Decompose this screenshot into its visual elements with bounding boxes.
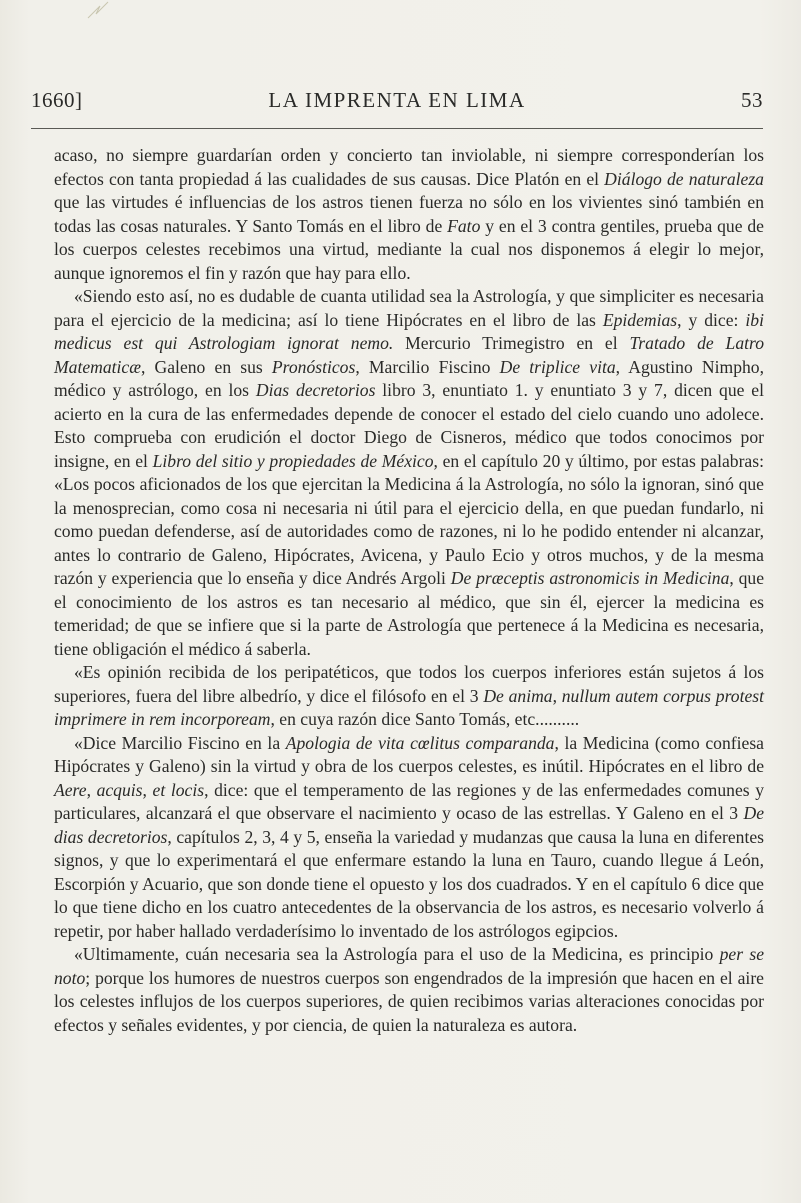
paragraph	[54, 144, 764, 285]
text-run: ; porque los humores de nuestros cuerpos son engendrados de la impresión que hacen en el aire los celestes influjos de los cuerpos superiores, de quien recibimos varias alteraciones conocidas por efectos y señales evidentes, y por ciencia, de quien la naturaleza es autora.	[54, 967, 764, 1035]
italic-text-run: Epidemias	[602, 309, 678, 330]
italic-text-run: Pronósticos	[271, 356, 356, 377]
text-run: ,	[86, 779, 97, 800]
italic-text-run: Fato	[447, 215, 481, 236]
text-run: que las virtudes é influencias de los astros tienen fuerza no sólo en los vivientes sinó también en todas las cosas naturales. Y Santo Tomás en el libro de	[54, 192, 764, 236]
page-number: 53	[741, 88, 763, 112]
italic-text-run: De dias decretorios	[54, 803, 764, 847]
header-rule	[31, 128, 763, 129]
italic-text-run: Aere	[54, 779, 87, 800]
text-run: «Es opinión recibida de los peripatéticos, que todos los cuerpos inferiores están sujetos á los superiores, fuera del libre albedrío, y dice el filósofo en el 3	[54, 662, 764, 706]
text-run: , Marcilio Fiscino	[355, 356, 500, 377]
text-run: , en el capítulo 20 y último, por estas palabras: «Los pocos aficionados de los que ejercitan la Medicina á la Astrología, no sólo la ignoran, sinó que la menosprecian, como cosa ni necesaria ni útil para el ejercicio della, en que puedan fundarlo, ni como puedan defenderse, así de autoridades como de razones, ni lo he podido entender ni alcanzar, antes lo contrario de Galeno, Hipócrates, Avicena, y Paulo Ecio y otros muchos, y de la mesma razón y experiencia que lo enseña y dice Andrés Argoli	[54, 450, 764, 588]
running-header	[31, 88, 763, 122]
italic-text-run: De triplice vita	[499, 356, 616, 377]
paragraph	[54, 943, 764, 1037]
italic-text-run: per se noto	[54, 944, 764, 988]
italic-text-run: Libro del sitio y propiedades de México	[152, 450, 434, 471]
italic-text-run: De præceptis astronomicis in Medicina	[450, 568, 730, 588]
text-run: Mercurio Trimegistro en el	[393, 333, 630, 353]
header-title: LA IMPRENTA EN LIMA	[268, 88, 526, 112]
paragraph	[54, 661, 764, 732]
text-run: «Siendo esto así, no es dudable de cuanta utilidad sea la Astrología, y que simpliciter es necesaria para el ejercicio de la medicina; así lo tiene Hipócrates en el libro de las	[54, 286, 764, 330]
text-run: libro 3, enuntiato 1. y enuntiato 3 y 7, dicen que el acierto en la cura de las enfermedades depende de conocer el estado del cielo cuando uno adolece. Esto comprueba con erudición el doctor Diego de Cisneros, médico que todos conocimos por insigne, en el	[54, 380, 764, 471]
text-run: , Agustino Nimpho, médico y astrólogo, en los	[54, 356, 764, 400]
text-run: , que el conocimiento de los astros es tan necesario al médico, que sin él, ejercer la medicina es temeridad; de que se infiere que si la parte de Astrología que pertenece á la Medicina es necesaria, tiene obligación el médico á saberla.	[54, 568, 765, 659]
body-text	[54, 144, 764, 1037]
text-run: , la Medicina (como confiesa Hipócrates y Galeno) sin la virtud y obra de los cuerpos celestes, es inútil. Hipócrates en el libro de	[54, 732, 764, 776]
text-run: «Ultimamente, cuán necesaria sea la Astrología para el uso de la Medicina, es principio	[74, 944, 720, 964]
italic-text-run: Apologia de vita cœlitus comparanda	[285, 732, 555, 753]
scan-tick-mark	[0, 0, 120, 60]
text-run: «Dice Marcilio Fiscino en la	[74, 732, 286, 753]
text-run: , y dice:	[677, 309, 746, 330]
italic-text-run: Tratado de Latro Matematicæ	[54, 333, 764, 377]
text-run: , en cuya razón dice Santo Tomás, etc..........	[270, 709, 580, 729]
text-run: , capítulos 2, 3, 4 y 5, enseña la variedad y mudanzas que causa la luna en diferentes signos, y que lo experimentará el que enfermare estando la luna en Tauro, cuando llegue á León, Escorpión y Acuario, que son donde tiene el opuesto y los dos cuadrados. Y en el capítulo 6 dice que lo que tiene dicho en los cuatro antecedentes de la observancia de los astros, es necesario volverlo á repetir, por haber hallado verdaderísimo lo inventado de los astrólogos egipcios.	[54, 826, 764, 941]
text-run: acaso, no siempre guardarían orden y concierto tan inviolable, ni siempre corresponderían los efectos con tanta propiedad á las cualidades de sus causas. Dice Platón en el	[54, 145, 764, 189]
text-run: , dice: que el temperamento de las regiones y de las enfermedades comunes y particulares, alcanzará el que observare el nacimiento y ocaso de las estrellas. Y Galeno en el 3	[54, 779, 765, 823]
italic-text-run: Diálogo de naturaleza	[604, 168, 764, 189]
header-year: 1660]	[31, 88, 83, 112]
text-run: ,	[552, 685, 562, 706]
text-run: , Galeno en sus	[140, 356, 272, 377]
italic-text-run: Dias decretorios	[255, 380, 376, 400]
italic-text-run: De anima	[483, 685, 553, 706]
text-run: y en el 3 contra gentiles, prueba que de los cuerpos celestes recebimos una virtud, mediante la cual nos disponemos á elegir lo mejor, aunque ignoremos el fin y razón que hay para ello.	[54, 215, 764, 283]
paragraph	[54, 732, 764, 944]
italic-text-run: acquis	[96, 779, 143, 800]
text-run: ,	[142, 779, 153, 800]
italic-text-run: nullum autem corpus protest imprimere in rem incorpoream	[54, 685, 764, 729]
italic-text-run: et locis	[152, 779, 205, 800]
italic-text-run: ibi medicus est qui Astrologiam ignorat nemo.	[54, 309, 764, 353]
paragraph	[54, 285, 764, 661]
